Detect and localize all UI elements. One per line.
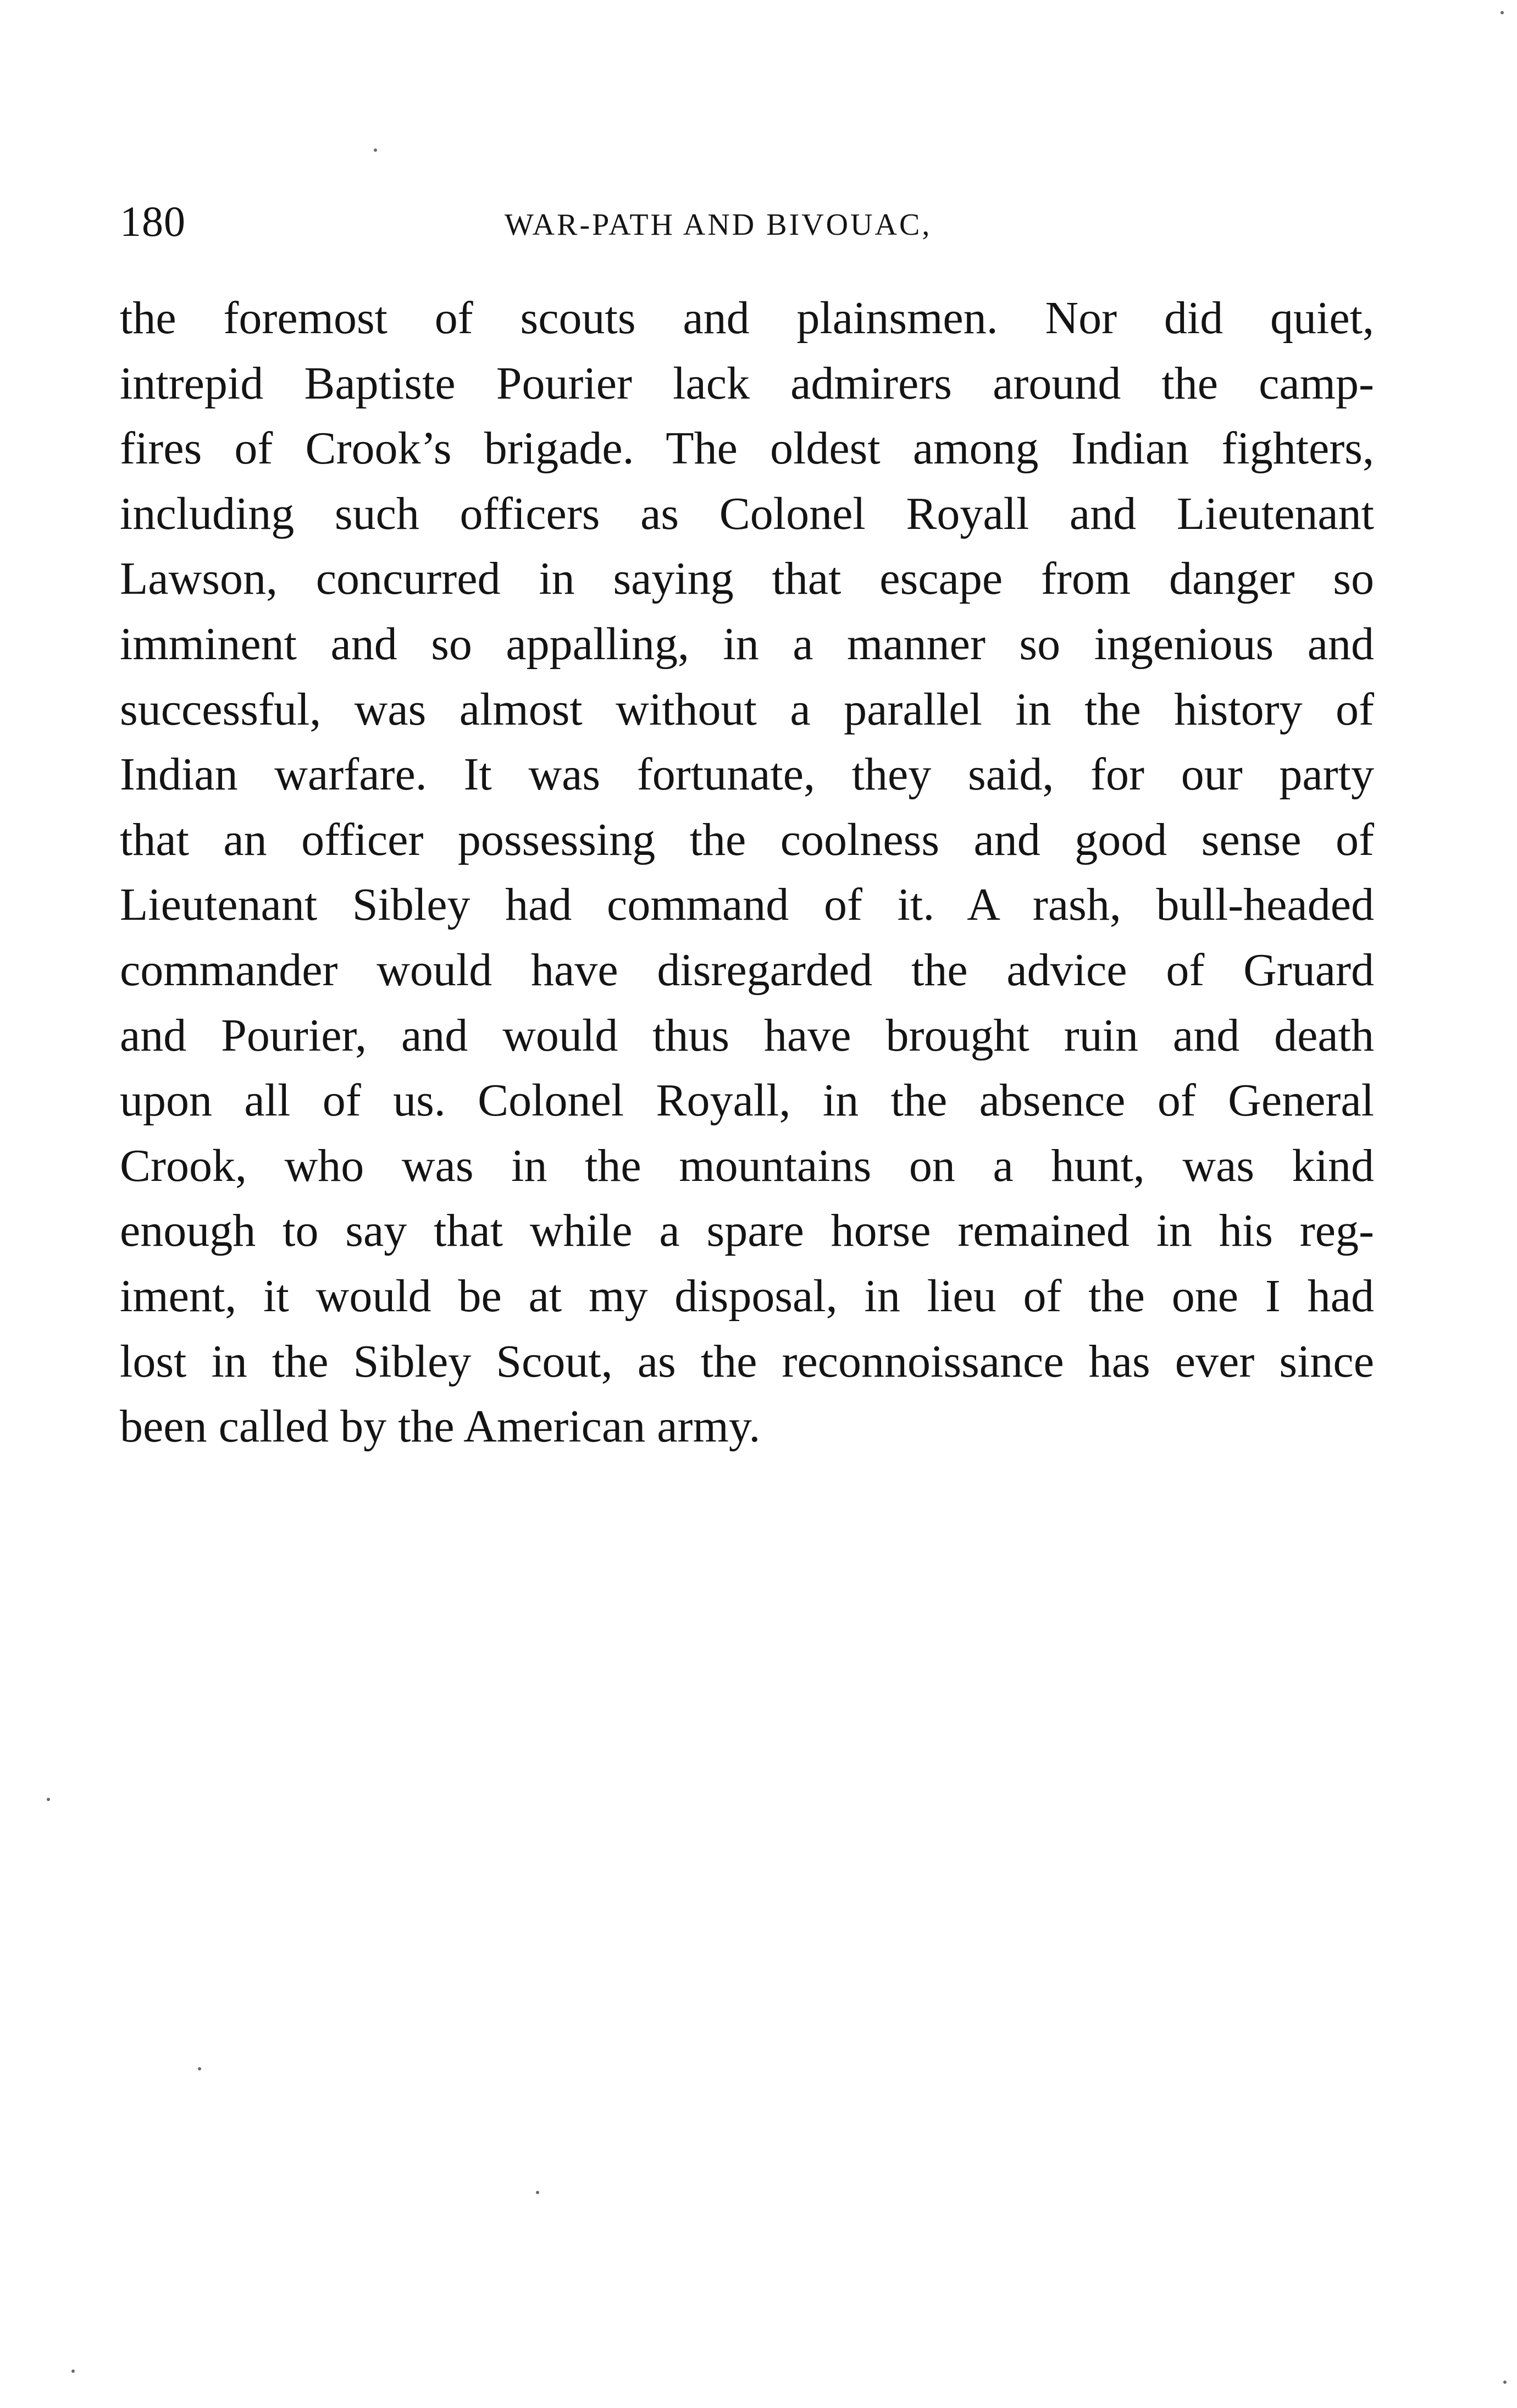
page-header [120, 191, 1384, 252]
text-line: the foremost of scouts and plainsmen. Nor did quiet, [120, 292, 1374, 344]
paper-speck [71, 2370, 75, 2373]
text-line: Crook, who was in the mountains on a hunt, was kind [120, 1140, 1374, 1191]
paper-speck [1503, 2381, 1507, 2384]
paper-speck [198, 2067, 201, 2070]
paper-speck [47, 1798, 50, 1801]
text-line: imminent and so appalling, in a manner so ingenious and [120, 618, 1374, 670]
text-line: commander would have disregarded the advice of Gruard [120, 944, 1374, 996]
text-line: Lieutenant Sibley had command of it. A rash, bull-headed [120, 879, 1374, 931]
text-line: upon all of us. Colonel Royall, in the absence of General [120, 1075, 1374, 1126]
text-line: iment, it would be at my disposal, in lieu of the one I had [120, 1270, 1374, 1322]
text-line: that an officer possessing the coolness and good sense of [120, 814, 1374, 865]
text-line: enough to say that while a spare horse remained in his reg- [120, 1205, 1374, 1257]
text-line: intrepid Baptiste Pourier lack admirers around the camp- [120, 357, 1374, 409]
text-line: lost in the Sibley Scout, as the reconnoissance has ever since [120, 1335, 1374, 1387]
text-line: Indian warfare. It was fortunate, they said, for our party [120, 749, 1374, 800]
text-line: Lawson, concurred in saying that escape from danger so [120, 553, 1374, 605]
text-line: including such officers as Colonel Royall and Lieutenant [120, 488, 1374, 539]
page-number: 180 [120, 197, 186, 245]
text-line: and Pourier, and would thus have brought ruin and death [120, 1009, 1374, 1061]
paper-speck [374, 148, 377, 152]
paper-speck [1501, 11, 1504, 14]
text-line: fires of Crook’s brigade. The oldest among Indian fighters, [120, 423, 1374, 474]
paper-speck [536, 2191, 539, 2194]
text-line-last: been called by the American army. [120, 1401, 761, 1452]
running-head: WAR-PATH AND BIVOUAC, [505, 208, 932, 242]
body-paragraph [120, 286, 1374, 1460]
text-line: successful, was almost without a parallel in the history of [120, 683, 1374, 735]
